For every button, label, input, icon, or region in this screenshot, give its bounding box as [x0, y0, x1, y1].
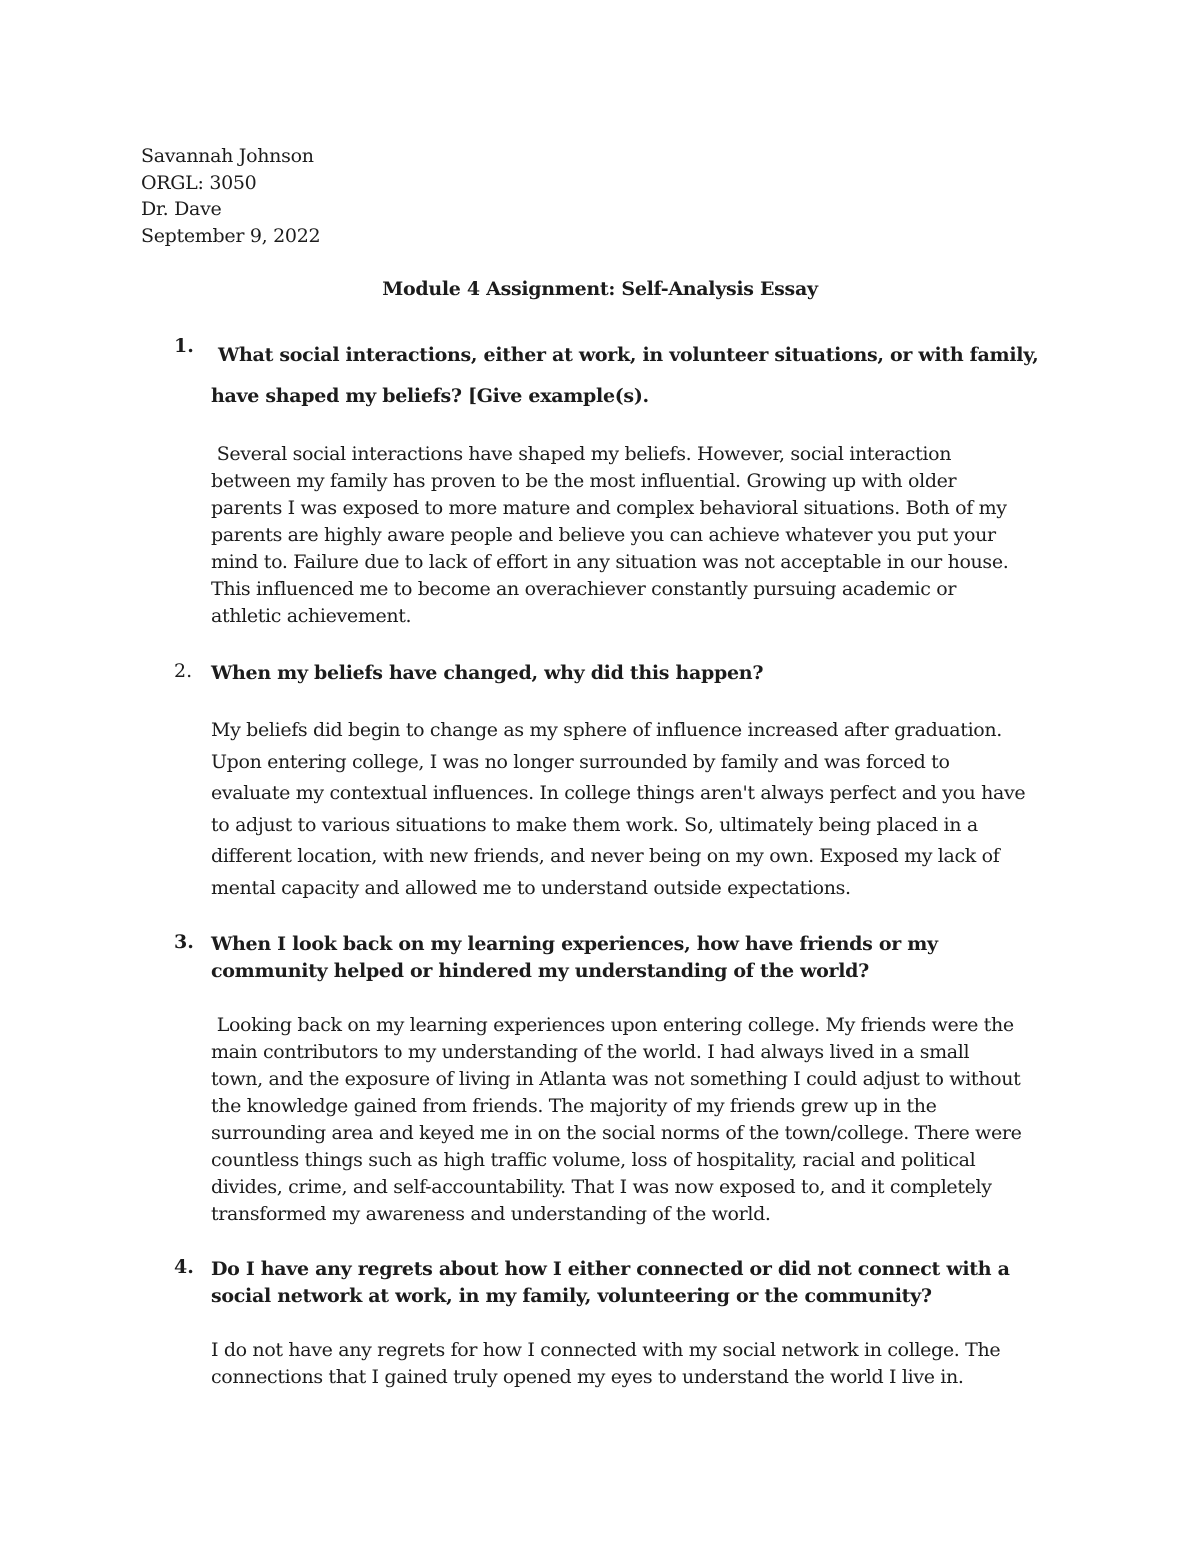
course-code: ORGL: 3050	[141, 171, 257, 194]
answer-line: between my family has proven to be the most influential. Growing up with older	[211, 470, 957, 492]
answer-4	[211, 1337, 1081, 1391]
answer-line: mental capacity and allowed me to understand outside expectations.	[211, 876, 851, 899]
question-4	[211, 1256, 1071, 1310]
question-number: 4.	[174, 1256, 194, 1278]
question-number: 1.	[174, 335, 194, 357]
answer-line: My beliefs did begin to change as my sphere of influence increased after graduation.	[211, 719, 1002, 741]
question-line: What social interactions, either at work, in volunteer situations, or with family,	[218, 344, 1039, 366]
answer-line: surrounding area and keyed me in on the social norms of the town/college. There were	[211, 1122, 1022, 1144]
answer-line: I do not have any regrets for how I connected with my social network in college. The	[211, 1339, 1001, 1361]
answer-line: This influenced me to become an overachiever constantly pursuing academic or	[211, 578, 957, 600]
instructor-name: Dr. Dave	[141, 198, 222, 221]
answer-line: parents I was exposed to more mature and complex behavioral situations. Both of my	[211, 497, 1007, 519]
question-number: 3.	[174, 931, 194, 953]
answer-line: Several social interactions have shaped my beliefs. However, social interaction	[211, 443, 952, 465]
document-date: September 9, 2022	[141, 225, 321, 248]
question-line: social network at work, in my family, volunteering or the community?	[211, 1285, 932, 1307]
question-line: have shaped my beliefs? [Give example(s).	[211, 385, 649, 407]
answer-line: mind to. Failure due to lack of effort in any situation was not acceptable in our house.	[211, 551, 1009, 573]
answer-line: evaluate my contextual influences. In college things aren't always perfect and you have	[211, 782, 1026, 804]
question-line: When my beliefs have changed, why did this happen?	[211, 662, 764, 684]
document-title: Module 4 Assignment: Self-Analysis Essay	[382, 278, 818, 300]
question-line: community helped or hindered my understanding of the world?	[211, 960, 869, 982]
question-number: 2.	[174, 660, 193, 682]
question-line: When I look back on my learning experiences, how have friends or my	[211, 933, 938, 955]
answer-line: to adjust to various situations to make them work. So, ultimately being placed in a	[211, 813, 978, 836]
question-3	[211, 931, 1071, 985]
answer-2	[211, 715, 1081, 904]
answer-line: connections that I gained truly opened my eyes to understand the world I live in.	[211, 1366, 964, 1388]
question-line: Do I have any regrets about how I either connected or did not connect with a	[211, 1258, 1010, 1280]
answer-line: Looking back on my learning experiences upon entering college. My friends were the	[211, 1014, 1014, 1036]
answer-3	[211, 1012, 1081, 1228]
answer-line: athletic achievement.	[211, 605, 412, 627]
answer-line: transformed my awareness and understanding of the world.	[211, 1203, 771, 1225]
question-2	[211, 660, 1071, 687]
answer-line: divides, crime, and self-accountability. That I was now exposed to, and it completely	[211, 1176, 992, 1198]
answer-line: countless things such as high traffic volume, loss of hospitality, racial and political	[211, 1149, 976, 1171]
question-1	[211, 335, 1071, 417]
answer-line: the knowledge gained from friends. The majority of my friends grew up in the	[211, 1095, 937, 1117]
answer-line: parents are highly aware people and believe you can achieve whatever you put your	[211, 524, 996, 546]
answer-1	[211, 441, 1081, 630]
answer-line: main contributors to my understanding of the world. I had always lived in a small	[211, 1041, 970, 1063]
answer-line: Upon entering college, I was no longer surrounded by family and was forced to	[211, 750, 950, 773]
author-name: Savannah Johnson	[141, 145, 314, 167]
answer-line: different location, with new friends, and never being on my own. Exposed my lack of	[211, 845, 1000, 867]
answer-line: town, and the exposure of living in Atlanta was not something I could adjust to without	[211, 1068, 1021, 1090]
document-header	[141, 143, 320, 250]
